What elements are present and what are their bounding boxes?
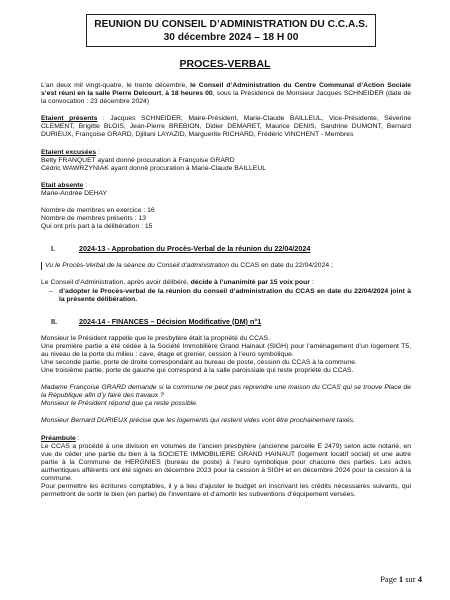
header-title: REUNION DU CONSEIL D’ADMINISTRATION DU C.C.A.S. [94,19,368,30]
section-1-decision: Le Conseil d’Administration, après avoir délibéré, décide à l’unanimité par 15 voix pour : [41,279,314,287]
section-2-answer: Monsieur le Président répond que ça reste possible. [41,400,198,408]
absente-heading: Etait absente : [41,181,88,189]
section-2-paragraph: Une seconde partie, porte de droite correspondant au bureau de poste, cession du CCAS à la commune. [41,358,357,366]
preamble-heading: Préambule : [41,434,80,442]
section-2-title: II. 2024-14 - FINANCES – Décision Modificative (DM) n°1 [51,316,262,326]
document-body [41,82,411,499]
presents-paragraph: Etaient présents : Jacques SCHNEIDER, Maire-Président, Marie-Claude BAILLEUL, Vice-Présidente, Séverine CLEMENT, Brigitte BLOIS, Jean-Pierre BREBION, Didier DEMARET, Maurice DENIS, Sandrine DUMONT, Bernard DURIEUX, Françoise GRARD, Djillani LAYAZID, Marguerite RICHARD, Frédéric VINCHENT - Membres [41,115,411,139]
count-line: Qui ont pris part à la délibération : 15 [41,223,153,231]
section-1-item: – d’adopter le Procès-verbal de la réunion du conseil d’administration du CCAS en date du 22/04/2024 joint à la présente délibération. [49,287,411,303]
preamble-paragraph: Pour permettre les écritures comptables, il y a lieu d’ajuster le budget en inscrivant les crédits nécessaires suivants, qui permettront de sortir le bien (en partie) de l’inventaire et d’amortir les subventions d’équipement versées. [41,483,411,499]
section-2-remark: Monsieur Bernard DURIEUX précise que les logements qui restent vides vont être prochainement taxés. [41,417,355,425]
presents-label: Etaient présents [41,115,98,123]
excuses-line: Betty FRANQUET ayant donné procuration à Françoise GRARD [41,156,235,164]
intro-paragraph: L’an deux mil vingt-quatre, le trente décembre, le Conseil d’Administration du Centre Communal d’Action Sociale s’est réuni en la salle Pierre Delcourt, à 18 heures 00, sous la Présidence de Monsieur Jacques SCHNEIDER (date de la convocation : 23 décembre 2024) [41,82,412,106]
section-2-paragraph: Une troisième partie, porte de gauche qui correspond à la salle paroissiale qui reste propriété du CCAS. [41,367,354,375]
section-1-title: I. 2024-13 - Approbation du Procès-Verbal de la réunion du 22/04/2024 [51,244,311,254]
count-line: Nombre de membres présents : 13 [41,215,147,223]
page-title: PROCES-VERBAL [179,58,271,70]
count-line: Nombre de membres en exercice : 16 [41,207,155,215]
section-2-paragraph: Monsieur le Président rappelle que le presbytère était la propriété du CCAS. [41,334,270,342]
header-box [86,14,376,47]
section-2-paragraph: Une première partie a été cédée à la Société Immobilière Grand Hainaut (SIGH) pour l’aménagement d’un logement T5, au niveau de la porte du milieu : cave, étage et grenier, cession à l’euro symbolique. [41,342,411,358]
excuses-heading: Etaient excusées : [41,148,100,156]
absente-name: Marie-Andrée DEHAY [41,189,107,197]
section-1-quote: Vu le Procès-Verbal de la séance du Conseil d’administration du CCAS en date du 22/04/2024 ; [41,262,411,270]
header-date: 30 décembre 2024 – 18 H 00 [163,32,299,43]
page-number: Page 1 sur 4 [380,574,422,584]
preamble-paragraph: Le CCAS a procédé à une division en volumes de l’ancien presbytère (ancienne parcelle E 2479) selon acte notarié, en vue de céder une partie du bien à la SOCIETE IMMOBILIERE GRAND HAINAUT (logement locatif social) et une autre partie à la Commune de HERGNIES (bureau de poste) à l’euro symbolique pour chacune des parties. Les actes authentiques afférents ont été signés en décembre 2023 pour la cession à SIGH et en décembre 2024 pour la cession à la commune. [41,442,411,482]
excuses-line: Cédric WAWRZYNIAK ayant donné procuration à Marie-Claude BAILLEUL [41,164,267,172]
section-2-question: Madame Françoise GRARD demande si la commune ne peut pas reprendre une maison du CCAS qui se trouve Place de la République afin d’y faire des travaux ? [41,384,411,400]
